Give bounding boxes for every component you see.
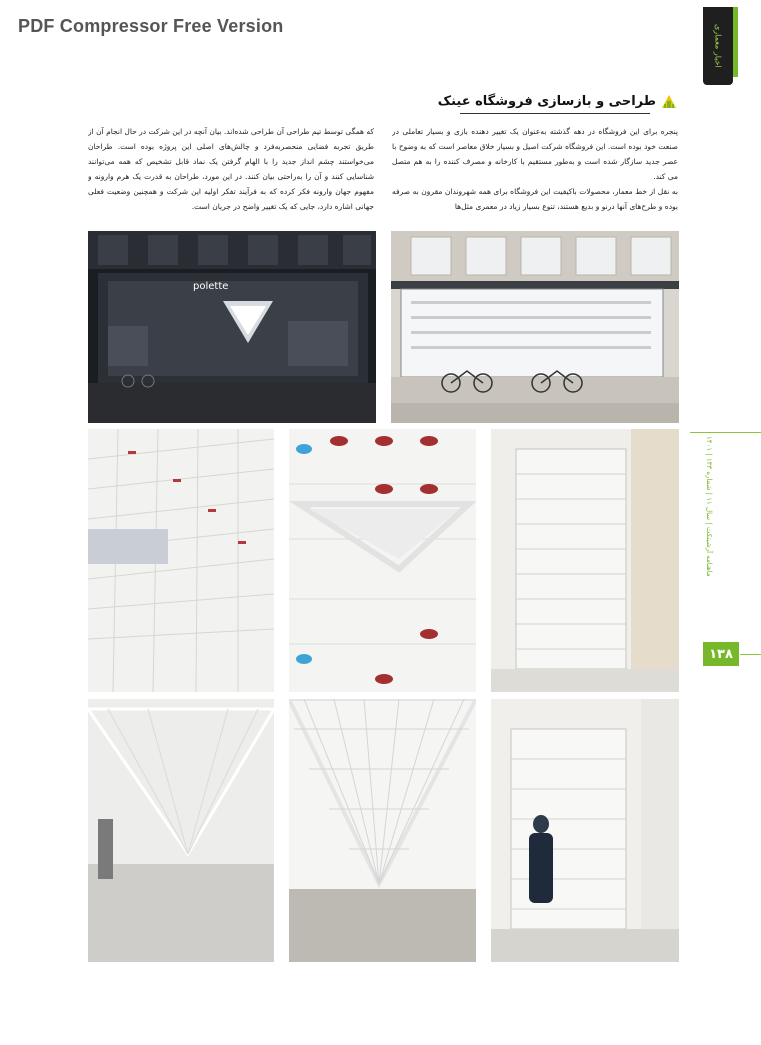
photo-inverted-pyramid-closeup <box>289 699 476 962</box>
photo-sunglasses-display <box>289 429 476 692</box>
storefront-sign: polette <box>193 281 229 292</box>
photo-shelves-perspective <box>88 429 274 692</box>
text-column-left <box>88 124 374 226</box>
text-column-right <box>392 124 678 226</box>
title-underline <box>460 113 650 114</box>
watermark-text: PDF Compressor Free Version <box>18 16 284 36</box>
paragraph: پنجره برای این فروشگاه در دهه گذشته به‌عنوان یک تغییر دهنده بازی و بسیار تعاملی در صنعت خود بوده است. این فروشگاه شرکت اصیل و بسیار خلاق معاصر است که به وضوح با عصر جدید سازگار شده است و به‌طور مستقیم با کارخانه و مصرف کننده را به هم متصل می کند. <box>392 127 678 181</box>
paragraph: به نقل از خط معمار، محصولات باکیفیت این فروشگاه برای همه شهروندان مقرون به صرفه بوده و طرح‌های آنها درنو و بدیع هستند، تنوع بسیار زیاد در معمری مثل‌ها <box>392 187 678 211</box>
sidebar-rule-bottom <box>740 654 761 655</box>
photo-storefront-day <box>391 231 679 423</box>
photo-storefront-night <box>88 231 376 423</box>
sidebar-rule-top <box>690 432 761 433</box>
photo-store-interior-wall <box>491 429 679 692</box>
article-title: طراحی و بازسازی فروشگاه عینک <box>437 93 656 109</box>
article-heading <box>438 93 677 109</box>
section-tab-label: اخبار معماری <box>713 24 723 68</box>
paragraph: که همگی توسط تیم طراحی آن طراحی شده‌اند. بیان آنچه در این شرکت در حال انجام آن از طریق تجربه فضایی منحصربه‌فرد و چالش‌های اصلی این پروژه بوده است. طراحان می‌خواستند چشم انداز جدید را با الهام گرفتن یک نماد قابل تشخیص که همه می‌توانند شناسایی کنند و آن را به‌راحتی بیان کنند. در این مورد، طراحان به قدرت یک هرم وارونه و مفهوم جهان وارونه فکر کرده که به فرآیند تفکر اولیه این شرکت و همچنین وضعیت فعلی جهانی اشاره دارد، جایی که یک تغییر واضح در جریان است. <box>88 127 374 211</box>
section-tab-accent <box>733 7 738 77</box>
page-number: ۱۳۸ <box>703 642 739 666</box>
photo-inverted-pyramid-hall <box>88 699 274 962</box>
building-icon <box>661 93 677 109</box>
sidebar-issue-text: ماهنامه آرشیتکت | سال ۱۱ | شماره ۱۳۳ | ۱۴۰۱ <box>705 436 713 577</box>
photo-customer-browsing <box>491 699 679 962</box>
